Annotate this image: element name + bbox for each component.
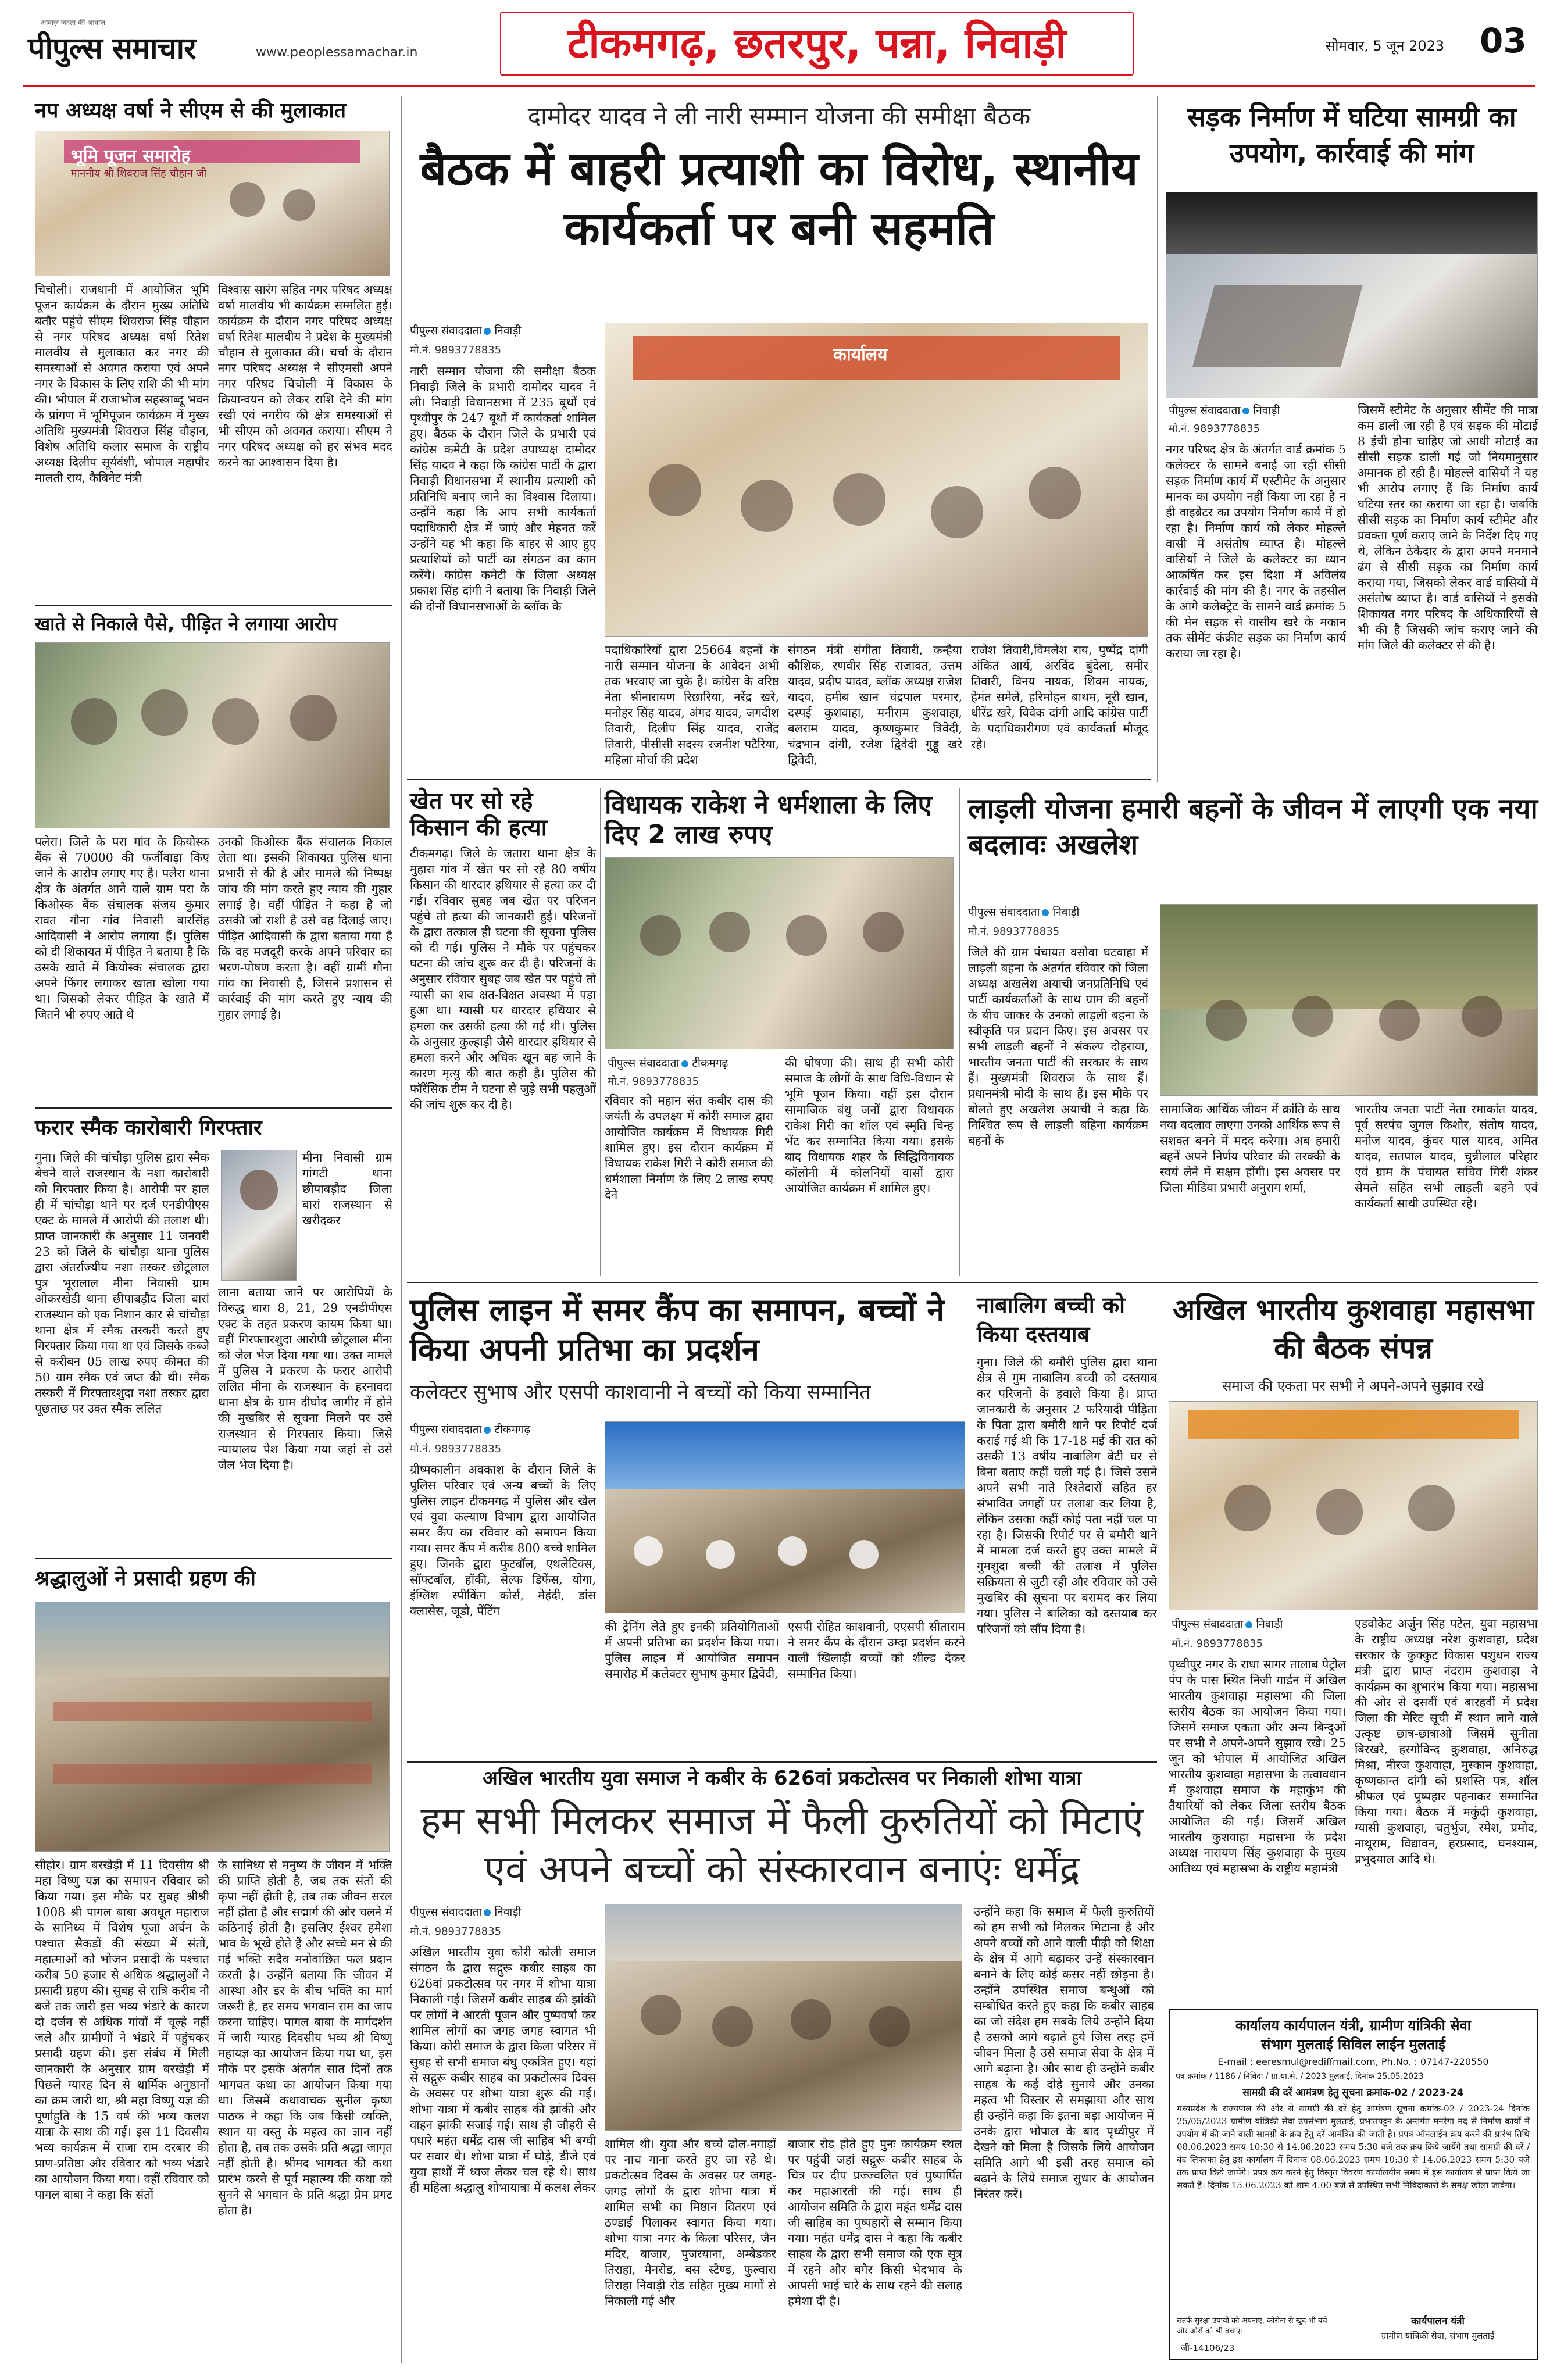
photo-bhoomipujan [35,131,390,276]
mobile-s13: मो.नं. 9893778835 [410,1925,502,1938]
byline-dot-icon [1245,1621,1252,1628]
masthead-date: सोमवार, 5 जून 2023 [1326,38,1445,54]
photo-congress-meeting [605,323,1148,637]
body-s5-col1: नारी सम्मान योजना की समीक्षा बैठक निवाड़ी जिले के प्रभारी दामोदर यादव ने ली। निवाड़ी विधानसभा में 235 बूथों एवं पृथ्वीपुर के 247 बूथों में कार्यकर्ता शामिल हुए। बैठक के दौरान जिले के प्रभारी एवं कांग्रेस कमेटी के प्रदेश उपाध्यक्ष दामोदर सिंह यादव ने कहा कि कांग्रेस पार्टी के द्वारा निवाड़ी विधानसभा में स्थानीय प्रत्याशी को प्रतिनिधि बनाए जाने का विश्वास दिलाया। उन्होंने कहा कि आप सभी कार्यकर्ता पदाधिकारी क्षेत्र में जाएं और मेहनत करें उन्होंने यह भी कहा कि बाहर से आए हुए प्रत्याशियों को पार्टी का संगठन का काम करेंगे। कांग्रेस कमेटी के जिला अध्यक्ष प्रकाश सिंह दांगी ने बताया कि निवाड़ी जिले की दोनों विधानसभाओं के ब्लॉक के [410,364,596,613]
body-s8-col1: रविवार को महान संत कबीर दास की जयंती के उपलक्ष्य में कोरी समाज द्वारा आयोजित कार्यक्रम में विधायक गिरी शामिल हुए। इस दौरान कार्यक्रम में विधायक राकेश गिरी ने कोरी समाज की धर्मशाला निर्माण के लिए 2 लाख रुपए देने [605,1093,773,1202]
byline-dot-icon [1242,408,1249,414]
byline-dot-icon [484,1909,491,1916]
body-s11-col1: गुना। जिले की बमौरी पुलिस द्वारा थाना क्षेत्र से गुम नाबालिग बच्ची को दस्तयाब कर परिजनों के हवाले किया है। प्राप्त जानकारी के अनुसार 2 फरियादी पीड़िता के पिता द्वारा बमौरी थाने पर रिपोर्ट दर्ज कराई गई थी कि 17-18 मई की रात को उसकी 13 वर्षीय नाबालिग बेटी घर से बिना बताए कहीं चली गई है। जिसे उसने अपने सभी नाते रिश्तेदारों सहित हर संभावित जगहों पर तलाश कर लिया है, लेकिन उसका कहीं कोई पता नहीं चल पा रहा है। जिसकी रिपोर्ट पर से बमौरी थाने में मामला दर्ज करते हुए उक्त मामले में गुमशुदा बच्ची की तलाश में पुलिस सक्रियता से जुटी रही और रविवार को उसे मुखबिर की सूचना पर बरामद कर लिया गया। पुलिस ने बालिका को दस्तयाब कर परिजनों को सौंप दिया है। [977,1355,1157,1636]
body-s4-col1: सीहोर। ग्राम बरखेड़ी में 11 दिवसीय श्री महा विष्णु यज्ञ का समापन रविवार को किया गया। इस मौके पर सुबह श्रीश्री 1008 श्री पागल बाबा अवधूत महाराज के सानिध्य में विशेष पूजा अर्चन के पश्चात सैकड़ों की संख्या में संतों, महात्माओं को भोजन प्रसादी के पश्चात करीब 50 हजार से अधिक श्रद्धालुओं ने प्रसादी ग्रहण की। सुबह से रात्रि करीब नौ बजे तक जारी इस भव्य भंडारे के कारण दो दर्जन से अधिक गांवों में चूल्हे नहीं जले और ग्रामीणों ने भंडारे में पहुंचकर प्रसादी ग्रहण की। इस संबंध में मिली जानकारी के अनुसार ग्राम बरखेड़ी में पिछले ग्यारह दिन से धार्मिक अनुष्ठानों का क्रम जारी था, श्री महा विष्णु यज्ञ की पूर्णाहुति के 15 वर्ष की भव्य कलश यात्रा के साथ की गई। इस 11 दिवसीय भव्य कार्यक्रम में राजा राम दरबार की प्राण-प्रतिष्ठा और रविवार को भव्य भंडारे का आयोजन किया गया। वहीं रविवार को पागल बाबा ने कहा कि संतों [35,1858,209,2202]
body-s9-col2: सामाजिक आर्थिक जीवन में क्रांति के साथ नया बदलाव लाएगा उनको आर्थिक रूप से सशक्त बनने में मदद करेगा। अब हमारी बहनें अपने निर्णय परिवार की तरक्की के स्वयं लेने में सक्षम होंगी। इस अवसर पर जिला मीडिया प्रभारी अनुराग शर्मा, [1160,1102,1340,1195]
tender-notice [1169,2009,1538,2360]
byline-s13: पीपुल्स संवाददाता निवाड़ी [410,1906,522,1918]
body-s5-col3: संगठन मंत्री संगीता तिवारी, कन्हैया कौशिक, रणवीर सिंह राजावत, उत्तम यादव, प्रदीप यादव, ब्लॉक अध्यक्ष राजेश यादव, हमीब खान चंद्रपाल परमार, दस्पई कुशवाहा, मनीराम कुशवाहा, बलराम यादव, कृष्णकुमार त्रिवेदी, चंद्रभान दांगी, रजेश द्विवेदी गुड्डू खरे द्विवेदी, [788,643,962,767]
body-s3-col1: गुना। जिले की चांचौड़ा पुलिस द्वारा स्मैक बेचने वाले राजस्थान के नशा कारोबारी को गिरफ्तार किया है। आरोपी पर हाल ही में चांचौड़ा थाने पर दर्ज एनडीपीएस एक्ट के मामले में आरोपी की तलाश थी। प्राप्त जानकारी के अनुसार 11 जनवरी 23 को जिले के चांचौड़ा थाना पुलिस द्वारा अंतर्राज्यीय नशा तस्कर छोटूलाल पुत्र भूरालाल मीना निवासी ग्राम ओकरखेडी थाना छीपाबड़ौद जिला बारां राजस्थान को एक निशान कार से चांचौड़ा थाना क्षेत्र में स्मैक तस्करी करते हुए गिरफ्तार किया गया था एवं जिसके कब्जे से करीबन 05 लाख रुपए कीमत की 50 ग्राम स्मैक एवं जप्त की थी। स्मैक तस्करी में गिरफ्तारशुदा नशा तस्कर द्वारा पूछताछ पर उक्त स्मैक ललित [35,1150,209,1416]
notice-footer-left: सतर्क सुरक्षा उपायों को अपनाएं, कोरोना से खुद भी बचें और औरों को भी बचाएं। [1177,2317,1327,2336]
body-s9-col3: भारतीय जनता पार्टी नेता रमाकांत यादव, पूर्व सरपंच जुगल किशोर, संतोष यादव, मनोज यादव, कुंवर पाल यादव, अमित यादव, सतपाल यादव, चुन्नीलाल परिहार एवं ग्राम के पंचायत सचिव गिरी शंकर सेमले सहित सभी लाड़ली बहने एवं कार्यकर्ता साथी उपस्थित रहे। [1355,1102,1538,1210]
headline-s5: बैठक में बाहरी प्रत्याशी का विरोध, स्थानीय कार्यकर्ता पर बनी सहमति [420,142,1138,255]
byline-s12: पीपुल्स संवाददाता निवाड़ी [1172,1618,1283,1631]
mobile-s8: मो.नं. 9893778835 [608,1075,699,1088]
byline-s6: पीपुल्स संवाददाता निवाड़ी [1169,404,1280,417]
photo-accused [221,1150,297,1281]
photo-summer-camp [605,1421,965,1613]
byline-place: निवाड़ी [494,324,522,337]
kicker-s13: अखिल भारतीय युवा समाज ने कबीर के 626वां प्रकटोत्सव पर निकाली शोभा यात्रा [482,1767,1082,1790]
byline-s8: पीपुल्स संवाददाता टीकमगढ़ [608,1055,776,1070]
body-s6-col2: जिसमें स्टीमेट के अनुसार सीमेंट की मात्रा कम डाली जा रही है एवं सड़क की मोटाई 8 इंची होना चाहिए जो आधी मोटाई का सीसी सड़क डाली गई जो नियमानुसार अमानक हो रही है। मोहल्ले वासियों ने यह भी आरोप लगाए हैं कि निर्माण कार्य घटिया स्तर का कराया जा रहा है। जबकि सीसी सड़क का निर्माण कार्य स्टीमेट और प्रवक्ता पूर्ण कराए जाने के निर्देश दिए गए थे, लेकिन ठेकेदार के द्वारा अपने मनमाने ढंग से सीसी सड़क का निर्माण कार्य कराया गया, जिसको लेकर वार्ड वासियों में असंतोष व्याप्त है। वार्ड वासियों ने इसकी शिकायत नगर परिषद के अधिकारियों से भी की है जिसकी जांच कराए जाने की मांग जिले की कलेक्टर से की है। [1358,403,1538,652]
body-s10-col3: एसपी रोहित काशवानी, एएसपी सीताराम ने समर कैंप के दौरान उम्दा प्रदर्शन करने वाली खिलाड़ी बच्चों को शील्ड देकर सम्मानित किया। [788,1620,965,1681]
notice-footer-right-2: ग्रामीण यांत्रिकी सेवा, संभाग मुलताई [1381,2331,1495,2341]
photo-bhandara [35,1602,390,1852]
mobile-s5: मो.नं. 9893778835 [410,344,502,356]
byline-dot-icon [484,328,491,335]
photo-ladli-behna [1160,904,1538,1096]
notice-code: जी-14106/23 [1177,2342,1238,2354]
headline-s2: खाते से निकाले पैसे, पीड़ित ने लगाया आरोप [35,613,337,635]
body-s13-col4: उन्होंने कहा कि समाज में फैली कुरुतियों को हम सभी को मिलकर मिटाना है और अपने बच्चों को आने वाली पीढ़ी को शिक्षा के क्षेत्र में आगे बढ़ाकर उन्हें संस्कारवान बनाने के लिए कोई कसर नहीं छोड़ना है। उन्होंने उपस्थित समाज बन्धुओं को सम्बोधित करते हुए कहा कि कबीर साहब का जो संदेश हम सबके लिये उन्होंने दिया है उसको आगे बढ़ाते हुये जिस तरह हमें जीवन मिला है उसे समाज सेवा के क्षेत्र में आगे बढ़ाना है। और साथ ही उन्होंने कबीर साहब के कई दोहे सुनाये और उनका महत्व भी विस्तार से समझाया और साथ ही उन्होंने कहा कि इतना बड़ा आयोजन में उनके द्वारा भोपाल के बाद पृथ्वीपुर में देखने को मिला है जिसके लिये आयोजन समिति आगे भी इसी तरह समाज को बढ़ाने के लिये समाज सुधार के आयोजन निरंतर करें। [974,1904,1154,2201]
body-s12-col2: एडवोकेट अर्जुन सिंह पटेल, युवा महासभा के राष्ट्रीय अध्यक्ष नरेश कुशवाहा, प्रदेश सरकार के कुक्कुट विकास पशुधन राज्य मंत्री द्वारा प्राप्त नंदराम कुशवाहा ने कार्यक्रम का शुभारंभ किया गया। महासभा की ओर से दसवीं एवं बारहवीं में प्रदेश जिला की मेरिट सूची में स्थान लाने वाले उत्कृष्ट छात्र-छात्राओं जिसमें सुनीता बिरखरे, हरगोविन्द कुशवाहा, अनिरुद्ध मिश्रा, नीरज कुशवाहा, मुस्कान कुशवाहा, कृष्णकान्त दांगी को प्रशस्ति पत्र, शॉल श्रीफल एवं पुष्पहार पहनाकर सम्मानित किया गया। बैठक में मकुंदी कुशवाहा, ग्यासी कुशवाहा, चतुर्भुज, रमेश, प्रमोद, नाथूराम, विद्यावन, हरप्रसाद, घनश्याम, प्रभुदयाल आदि थे। [1355,1617,1538,1866]
body-s3-col2a: मीना निवासी ग्राम गांगटी थाना छीपाबड़ौद जिला बारां राजस्थान से खरीदकर [302,1150,392,1227]
headline-s9: लाड़ली योजना हमारी बहनों के जीवन में लाएगी एक नया बदलावः अखलेश [968,792,1538,861]
byline-s10: पीपुल्स संवाददाता टीकमगढ़ [410,1423,531,1436]
headline-s7: खेत पर सो रहे किसान की हत्या [410,788,548,841]
photo-banner-text: भूमि पूजन समारोह [70,145,191,166]
notice-title-1: कार्यालय कार्यपालन यंत्री, ग्रामीण यांत्रिकी सेवा [1235,2017,1471,2034]
body-s5-col2: पदाधिकारियों द्वारा 25664 बहनों के नारी सम्मान योजना के आवेदन अभी तक भरवाए जा चुके है। कांग्रेस के वरिष्ठ नेता श्रीनारायण रिछारिया, नरेंद्र खरे, मनोहर सिंह यादव, अंगद यादव, जगदीश तिवारी, दिलीप सिंह यादव, राजेंद्र तिवारी, पीसीसी सदस्य रजनीश पटैरिया, महिला मोर्चा की प्रदेश [605,643,779,767]
headline-s1: नप अध्यक्ष वर्षा ने सीएम से की मुलाकात [35,99,347,123]
body-s7-col1: टीकमगढ़। जिले के जतारा थाना क्षेत्र के मुहारा गांव में खेत पर सो रहे 80 वर्षीय किसान की धारदार हथियार से हत्या कर दी गई। रविवार सुबह जब खेत पर परिजन पहुंचे तो हत्या की जानकारी हुई। परिजनों के द्वारा तत्काल ही घटना की सूचना पुलिस को दी गई। पुलिस ने मौके पर पहुंचकर घटना की जांच शुरू कर दी है। परिजनों के अनुसार रविवार सुबह जब खेत पर पहुंचे तो ग्यासी का शव क्षत-विक्षत अवस्था में पड़ा हुआ था। ग्यासी पर धारदार हथियार से हमला कर उसकी हत्या की गई थी। पुलिस के अनुसार कुल्हाड़ी जैसे धारदार हथियार से हमला करने और अधिक खून बह जाने के कारण मृत्यु की बात कही है। पुलिस की फॉरेंसिक टीम ने घटना से जुड़े सभी पहलुओं की जांच शुरू कर दी है। [410,846,596,1112]
body-s1-col1: चिचोली। राजधानी में आयोजित भूमि पूजन कार्यक्रम के दौरान मुख्य अतिथि बतौर पहुंचे सीएम शिवराज सिंह चौहान से नगर परिषद अध्यक्ष वर्षा रितेश मालवीय से मुलाकात कर नगर की समस्याओं से अवगत कराया एवं अपने नगर के विकास के लिए राशि की भी मांग की। भोपाल में राजाभोज सहस्त्राब्दू भवन के प्रांगण में भूमिपूजन कार्यक्रम में मुख्य अतिथि मुख्यमंत्री शिवराज सिंह चौहान, विशेष अतिथि कलार समाज के राष्ट्रीय अध्यक्ष दिलीप सूर्यवंशी, भोपाल महापौर मालती राय, कैबिनेट मंत्री [35,283,209,485]
masthead-districts: टीकमगढ़, छतरपुर, पन्ना, निवाड़ी [567,19,1066,67]
body-s2-col2: उनको किओस्क बैंक संचालक निकाल लेता था। इसकी शिकायत पुलिस थाना प्रभारी से की है और मामले की निष्पक्ष जांच की मांग करते हुए न्याय की गुहार लगाई है। वहीं पीड़ित ने कहा है जो उसकी जो राशी है उसे वह दिलाई जाए। पीड़ित आदिवासी के द्वारा बताया गया है कि वह मजदूरी करके अपने परिवार का भरण-पोषण करता है। वहीं ग्रामीं गौना गांव का निवासी है, जिसने प्रशासन से कार्रवाई की मांग करते हुए न्याय की गुहार लगाई है। [218,835,392,1021]
photo-banner-text-2: माननीय श्री शिवराज सिंह चौहान जी [70,167,207,180]
body-s13-col3: बाजार रोड होते हुए पुनः कार्यक्रम स्थल पर पहुंची जहां सद्गुरू कबीर साहब के चित्र पर दीप प्रज्ज्वलित एवं पुष्पार्पित कर महाआरती की गई। साथ ही आयोजन समिति के द्वारा महंत धर्मेंद्र दास जी साहिब का पुष्पहारों से सम्मान किया गया। महंत धर्मेंद्र दास ने कहा कि कबीर साहब के द्वारा सभी समाज को एक सूत्र में रहने और बगैर किसी भेदभाव के आपसी भाई चारे के साथ रहने की सलाह हमेशा दी है। [788,2137,962,2308]
body-s12-col1: पृथ्वीपुर नगर के राधा सागर तालाब पेट्रोल पंप के पास स्थित निजी गार्डन में अखिल भारतीय कुशवाहा महासभा की जिला स्तरीय बैठक का आयोजन किया गया। जिसमें समाज एकता और अन्य बिन्दुओं पर सभी ने अपने-अपने सुझाव रखे। 25 जून को भोपाल में आयोजित अखिल भारतीय कुशवाहा महासभा के तत्वावधान में कुशवाहा समाज के महाकुंभ की तैयारियों को लेकर जिला स्तरीय बैठक आयोजित की गई। जिसमें अखिल भारतीय कुशवाहा महासभा के प्रदेश अध्यक्ष नारायण सिंह कुशवाहा के मुख्य आतिथ्य एवं महासभा के राष्ट्रीय महामंत्री [1169,1657,1346,1875]
body-s8-col2: की घोषणा की। साथ ही सभी कोरी समाज के लोगों के साथ विधि-विधान से भूमि पूजन किया। वहीं इस दौरान सामाजिक बंधु जनों द्वारा विधायक राकेश गिरी का शॉल एवं स्मृति चिन्ह भेंट कर सम्मानित किया गया। इसके बाद विधायक शहर के सिद्धिविनायक कॉलोनी में कोलनियों वासों द्वारा आयोजित कार्यक्रम में शामिल हुए। [785,1056,954,1195]
photo-kushwaha-meeting [1169,1401,1538,1610]
headline-s3: फरार स्मैक कारोबारी गिरफ्तार [35,1116,262,1140]
headline-s6: सड़क निर्माण में घटिया सामग्री का उपयोग, कार्रवाई की मांग [1187,101,1516,169]
body-s13-col2: शामिल थी। युवा और बच्चे ढोल-नगाड़ों पर नाच गाना करते हुए जा रहे थे। प्रकटोत्सव दिवस के अवसर पर जगह-जगह लोगों के द्वारा शोभा यात्रा में शामिल सभी का मिष्ठान वितरण एवं ठण्डाई पिलाकर स्वागत किया गया। शोभा यात्रा नगर के किला परिसर, जैन मंदिर, बाजार, पुजरयाना, अम्बेडकर तिराहा, मैनरोड, बस स्टैण्ड, फुल्वारा तिराहा निवाड़ी रोड सहित मुख्य मार्गों से निकाली गई और [605,2137,776,2308]
kicker-s12: समाज की एकता पर सभी ने अपने-अपने सुझाव रखे [1222,1378,1484,1394]
photo-victims [35,642,390,828]
body-s9-col1: जिले की ग्राम पंचायत वसोवा घटवाहा में लाड़ली बहना के अंतर्गत रविवार को जिला अध्यक्ष अखलेश अयाची जनप्रतिनिधि एवं पार्टी कार्यकर्ताओं के साथ ग्राम की बहनों के बीच जाकर के उनको लाड़ली बहना के स्वीकृति पत्र प्रदान किए। इस अवसर पर सभी लाड़ली बहनों ने संकल्प दोहराया, भारतीय जनता पार्टी की सरकार के साथ हैं। मुख्यमंत्री शिवराज के साथ हैं। प्रधानमंत्री मोदी के साथ हैं। इस मौके पर बोलते हुए अखलेश अयाची ने कहा कि निश्चित रूप से लाड़ली बहिना कार्यक्रम बहनों के [968,945,1148,1148]
byline-dot-icon [681,1060,688,1067]
masthead [0,0,1557,87]
masthead-rule [23,85,1535,87]
body-s10-col2: की ट्रेनिंग लेते हुए इनकी प्रतियोगिताओं में अपनी प्रतिभा का प्रदर्शन किया गया। पुलिस लाइन में आयोजित समापन समारोह में कलेक्टर सुभाष कुमार द्विवेदी, [605,1620,779,1681]
masthead-logo: पीपुल्स समाचार [28,31,196,66]
byline-s5 [410,323,596,338]
kicker-s5: दामोदर यादव ने ली नारी सम्मान योजना की समीक्षा बैठक [527,102,1031,130]
photo-kabir-procession [605,1904,962,2131]
masthead-districts-banner [500,12,1134,76]
body-s4-col2: के सानिध्य से मनुष्य के जीवन में भक्ति की प्राप्ति होती है, जब तक संतों की कृपा नहीं होती है, तब तक जीवन सरल नहीं होता है और सद्मार्ग की ओर चलने में कठिनाई होती है। इसलिए ईश्वर हमेशा भाव के भूखे होते हैं और सच्चे मन से की गई भक्ति सदैव मनोवांछित फल प्रदान करती है। उन्होंने बताया कि जीवन में आस्था और डर के बीच भक्ति का मार्ग जरूरी है, हर समय भगवान राम का जाप करना चाहिए। पागल बाबा के मार्गदर्शन में जारी ग्यारह दिवसीय भव्य श्री विष्णु महायज्ञ का आयोजन किया गया था, इस मौके पर इसके अंतर्गत सात दिनों तक भागवत कथा का आयोजन किया गया था। जिसमें कथावाचक सुनील कृष्ण पाठक ने कहा कि जब किसी व्यक्ति, स्थान या वस्तु के महत्व का ज्ञान नहीं होता है, तब तक उसके प्रति श्रद्धा जागृत नहीं होती है। श्रीमद भागवत की कथा प्रारंभ करने से पूर्व महात्म्य की कथा को सुनने से भगवान के प्रति श्रद्धा प्रेम प्रगट होता है। [218,1858,392,2217]
mobile-s12: मो.नं. 9893778835 [1172,1638,1263,1650]
headline-s12: अखिल भारतीय कुशवाहा महासभा की बैठक संपन्न [1172,1293,1534,1365]
byline-dot-icon [484,1427,491,1434]
notice-footer-right-1: कार्यपालन यंत्री [1411,2315,1465,2327]
photo-label: कार्यालय [833,345,888,366]
body-s6-col1: नगर परिषद क्षेत्र के अंतर्गत वार्ड क्रमांक 5 कलेक्टर के सामने बनाई जा रही सीसी सड़क निर्माण कार्य में एस्टीमेट के अनुसार मानक का उपयोग नहीं किया जा रहा है न ही वाइब्रेटर का उपयोग निर्माण कार्य में हो रहा है। निर्माण कार्य को लेकर मोहल्ले वासी में असंतोष व्याप्त है। मोहल्ले वासियों ने जिले के कलेक्टर का ध्यान आकर्षित कर इस दिशा में अविलंब कार्रवाई की मांग की है। नगर के तहसील के आगे कलेक्ट्रेट के सामने वार्ड क्रमांक 5 की मेन सड़क से वासीय खरे के मकान तक सीमेंट कंक्रीट सड़क का निर्माण कार्य कराया जा रहा है। [1166,442,1346,660]
mobile-s6: मो.नं. 9893778835 [1169,423,1260,435]
notice-contact: E-mail : eeresmul@rediffmail.com, Ph.No. : 07147-220550 [1217,2056,1489,2067]
notice-ref: पत्र क्रमांक / 1186 / निविदा / ग्रा.या.से. / 2023 मुलताई, दिनांक 25.05.2023 [1176,2072,1424,2081]
headline-s4: श्रद्धालुओं ने प्रसादी ग्रहण की [35,1567,256,1591]
headline-s11: नाबालिग बच्ची को किया दस्तयाब [977,1292,1125,1347]
headline-s8: विधायक राकेश ने धर्मशाला के लिए दिए 2 लाख रुपए [605,790,933,849]
notice-title-2: संभाग मुलताई सिविल लाईन मुलताई [1261,2036,1445,2053]
byline-reporter: पीपुल्स संवाददाता [410,324,482,337]
body-s5-col4: राजेश तिवारी,विमलेश राय, पुष्पेंद्र दांगी अंकित आर्य, अरविंद बुंदेला, समीर तिवारी, विनय नायक, शिवम नायक, हेमंत समेले, हरिमोहन बाथम, नूरी खान, धीरेंद्र खरे, विवेक दांगी आदि कांग्रेस पार्टी के पदाधिकारीगण एवं कार्यकर्ता मौजूद रहे। [971,643,1148,751]
page-number: 03 [1480,21,1527,60]
body-s13-col1: अखिल भारतीय युवा कोरी कोली समाज संगठन के द्वारा सद्गुरू कबीर साहब का 626वां प्रकटोत्सव पर नगर में शोभा यात्रा निकाली गई। जिसमें कबीर साहब की झांकी पर लोगों ने आरती पूजन और पुष्पवर्षा कर शामिल लोगों का जगह जगह स्वागत भी किया। कोरी समाज के द्वारा किला परिसर में सुबह से सभी समाज बंधु एकत्रित हुए। यहां से सद्गुरू कबीर साहब का प्रकटोत्सव दिवस के अवसर पर शोभा यात्रा शुरू की गई। शोभा यात्रा में कबीर साहब की झांकी और वाहन झांकी सजाई गई। साथ ही जौहरी से पधारे महंत धर्मेंद्र दास जी साहिब भी बग्घी पर सवार थे। शोभा यात्रा में घोड़े, डीजे एवं युवा हाथों में ध्वज लेकर चल रहे थे। साथ ही महिला श्रद्धालु शोभायात्रा में कलश लेकर [410,1945,596,2195]
body-s1-col2: विश्वास सारंग सहित नगर परिषद अध्यक्ष वर्षा मालवीय भी कार्यक्रम सम्मलित हुई। कार्यक्रम के दौरान नगर परिषद अध्यक्ष वर्षा रितेश मालवीय ने प्रदेश के मुख्यमंत्री चौहान से मुलाकात की। चर्चा के दौरान नगर परिषद अध्यक्ष ने सीएमसी अपने नगर परिषद चिचोली में विकास के क्रियान्वयन को लेकर राशि देने की मांग रखी एवं नगरीय की क्षेत्र समस्याओं से भी सीएम को अवगत कराया। सीएम ने नगर परिषद अध्यक्ष को हर संभव मदद करने का आश्वासन दिया है। [218,283,392,469]
kicker-s10: कलेक्टर सुभाष और एसपी काशवानी ने बच्चों को किया सम्मानित [410,1381,871,1404]
headline-s10: पुलिस लाइन में समर कैंप का समापन, बच्चों ने किया अपनी प्रतिभा का प्रदर्शन [410,1292,945,1368]
body-s10-col1: ग्रीष्मकालीन अवकाश के दौरान जिले के पुलिस परिवार एवं अन्य बच्चों के लिए पुलिस लाइन टीकमगढ़ में पुलिस और खेल एवं युवा कल्याण विभाग द्वारा आयोजित समर कैंप का रविवार को समापन किया गया। समर कैंप में करीब 800 बच्चे शामिल हुए। जिनके द्वारा फुटबॉल, एथलेटिक्स, सॉफ्टबॉल, हॉकी, सेल्फ डिफेंस, योगा, इंग्लिश स्पीकिंग कोर्स, मेहंदी, डांस क्लासेस, जूडो, पेंटिंग [410,1463,596,1618]
byline-s9: पीपुल्स संवाददाता निवाड़ी [968,906,1080,919]
notice-subject: सामग्री की दरें आमंत्रण हेतु सूचना क्रमांक-02 / 2023-24 [1242,2087,1464,2099]
body-s3-col2: लाना बताया जाने पर आरोपियों के विरुद्ध धारा 8, 21, 29 एनडीपीएस एक्ट के तहत प्रकरण कायम किया था। वहीं गिरफ्तारशुदा आरोपी छोटूलाल मीना को जेल भेज दिया गया था। उक्त मामले में पुलिस ने प्रकरण के फरार आरोपी ललित मीना के राजस्थान के हरनावदा थाना क्षेत्र के ग्राम दीघोद जागीर में होने की मुखबिर से सूचना मिलने पर उसे राजस्थान से गिरफ्तार किया। जिसे न्यायालय पेश किया गया जहां से उसे जेल भेज दिया है। [218,1285,392,1472]
masthead-url[interactable]: www.peoplessamachar.in [256,45,418,60]
byline-dot-icon [1042,909,1049,916]
body-s2-col1: पलेरा। जिले के परा गांव के कियोस्क बैंक से 70000 की फर्जीवाड़ा किए जाने के आरोप लगाए गए है। पलेरा थाना क्षेत्र के अंतर्गत आने वाले ग्राम परा के किओस्क बैंक संचालक संजय कुमार रावत गौना गांव निवासी बारसिंह आदिवासी ने आरोप लगाया हैं। पुलिस को दी शिकायत में पीड़ित ने बताया है कि उसके खाते में कियोस्क संचालक द्वारा अपने फिंगर लगाकर खाता खोला गया था। जिसको लेकर पीड़ित के खाते में जितने भी रुपए आते थे [35,835,209,1021]
masthead-tagline: आवाज़ जनता की आवाज़ [41,19,106,27]
photo-road [1166,192,1538,398]
mobile-s9: मो.नं. 9893778835 [968,925,1060,938]
headline-s13: हम सभी मिलकर समाज में फैली कुरुतियों को मिटाएं एवं अपने बच्चों को संस्कारवान बनाएंः धर्मेंद्र [420,1798,1144,1892]
mobile-s10: मो.नं. 9893778835 [410,1443,502,1455]
photo-mla-event [605,857,954,1049]
notice-text: मध्यप्रदेश के राज्यपाल की ओर से सामग्री की दरें हेतु आमंत्रण सूचना क्रमांक-02 / 2023-24 दिनांक 25/05/2023 ग्रामीण यांत्रिकी सेवा उपसंभाग मुलताई, प्रभातपट्टन के अन्तर्गत मनरेगा मद से निर्माण कार्यों में उपयोग में की जाने वाली सामग्री के क्रय हेतु दरें आमंत्रित की जाती है। प्रपत्र ऑनलाईन क्रय करने की प्रारंभ तिथि 08.06.2023 समय 10:30 से 14.06.2023 समय 5:30 बजे तक क्रय किये जायेंगे तथा सामग्री की दरें / बंद लिफाफा हेतु इस कार्यालय में दिनांक 08.06.2023 समय 10:30 से 14.06.2023 समय 5:30 बजे तक प्राप्त किये जायेंगे। प्रपत्र क्रय करने हेतु विस्तृत विवरण कार्यालयीन समय में इस कार्यालय से प्राप्त किये जा सकते हैं। दिनांक 15.06.2023 को शाम 4:00 बजे से उपस्थित सभी निविदाकारों के समक्ष खोला जावेगा। [1177,2103,1530,2190]
